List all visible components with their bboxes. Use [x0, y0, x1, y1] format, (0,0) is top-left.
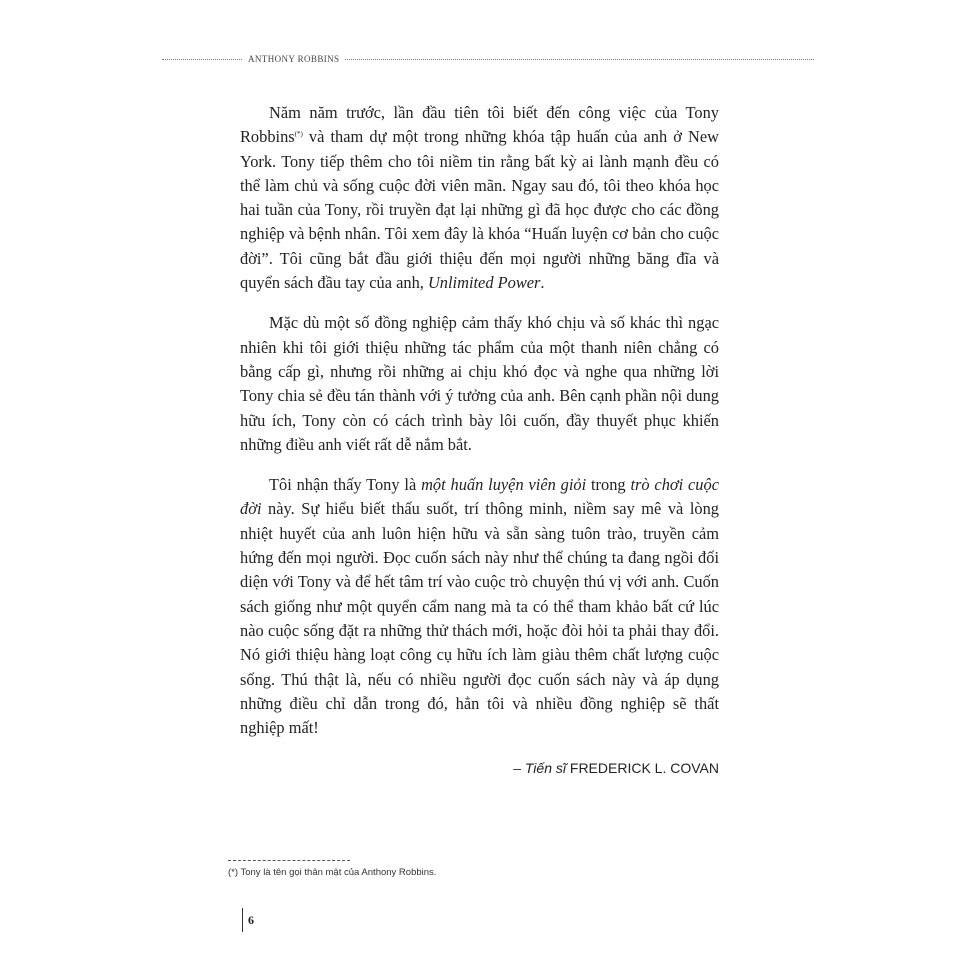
header-dotted-rule-left: [162, 59, 242, 60]
page-number: 6: [248, 913, 254, 927]
paragraph-3: [240, 473, 719, 740]
emphasis-game-of-life: trò chơi cuộc đời: [240, 475, 719, 519]
paragraph-1-text-c: .: [540, 273, 545, 293]
paragraph-3-text-b: trong: [586, 475, 631, 495]
running-header-title: ANTHONY ROBBINS: [248, 54, 340, 64]
page-number-rule: [242, 908, 243, 932]
paragraph-1: [240, 101, 719, 295]
signature-title: – Tiến sĩ: [513, 760, 566, 777]
book-title: Unlimited Power: [427, 273, 541, 293]
footnote: (*) Tony là tên gọi thân mật của Anthony Robbins.: [228, 867, 437, 878]
running-header: [162, 53, 814, 65]
signature-name: FREDERICK L. COVAN: [566, 760, 719, 777]
footnote-divider: [228, 860, 350, 861]
signature: [240, 756, 719, 780]
paragraph-2: Mặc dù một số đồng nghiệp cảm thấy khó chịu và số khác thì ngạc nhiên khi tôi giới thiệu những tác phẩm của một thanh niên chẳng có bằng cấp gì, nhưng rồi những ai chịu khó đọc và nghe qua những lời Tony chia sẻ đều tán thành với ý tưởng của anh. Bên cạnh phần nội dung hữu ích, Tony còn có cách trình bày lôi cuốn, đầy thuyết phục khiến những điều anh viết rất dễ nắm bắt.: [240, 313, 719, 454]
body-text: [240, 101, 719, 781]
emphasis-coach: một huấn luyện viên giỏi: [421, 475, 587, 495]
paragraph-3-text-c: này. Sự hiểu biết thấu suốt, trí thông minh, niềm say mê và lòng nhiệt huyết của anh luôn hiện hữu và sẵn sàng tuôn trào, truyền cảm hứng đến mọi người. Đọc cuốn sách này như thể chúng ta đang ngồi đối diện với Tony và để hết tâm trí vào cuộc trò chuyện thú vị với anh. Cuốn sách giống như một quyển cẩm nang mà ta có thể tham khảo bất cứ lúc nào cuộc sống đặt ra những thử thách mới, hoặc đòi hỏi ta phải thay đổi. Nó giới thiệu hàng loạt công cụ hữu ích làm giàu thêm chất lượng cuộc sống. Thú thật là, nếu có nhiều người đọc cuốn sách này và áp dụng những điều chỉ dẫn trong đó, hẳn tôi và nhiều đồng nghiệp sẽ thất nghiệp mất!: [240, 499, 719, 738]
footnote-marker: (*): [294, 130, 303, 139]
paragraph-1-text-a: Năm năm trước, lần đầu tiên tôi biết đến công việc của Tony Robbins: [240, 103, 719, 147]
header-dotted-rule-right: [345, 59, 814, 60]
paragraph-3-text-a: Tôi nhận thấy Tony là: [269, 475, 422, 495]
paragraph-1-text-b: và tham dự một trong những khóa tập huấn của anh ở New York. Tony tiếp thêm cho tôi niềm tin rằng bất kỳ ai lành mạnh đều có thể làm chủ và sống cuộc đời viên mãn. Ngay sau đó, tôi theo khóa học hai tuần của Tony, rồi truyền đạt lại những gì đã học được cho các đồng nghiệp và bệnh nhân. Tôi xem đây là khóa “Huấn luyện cơ bản cho cuộc đời”. Tôi cũng bắt đầu giới thiệu đến mọi người những băng đĩa và quyển sách đầu tay của anh,: [240, 127, 719, 293]
